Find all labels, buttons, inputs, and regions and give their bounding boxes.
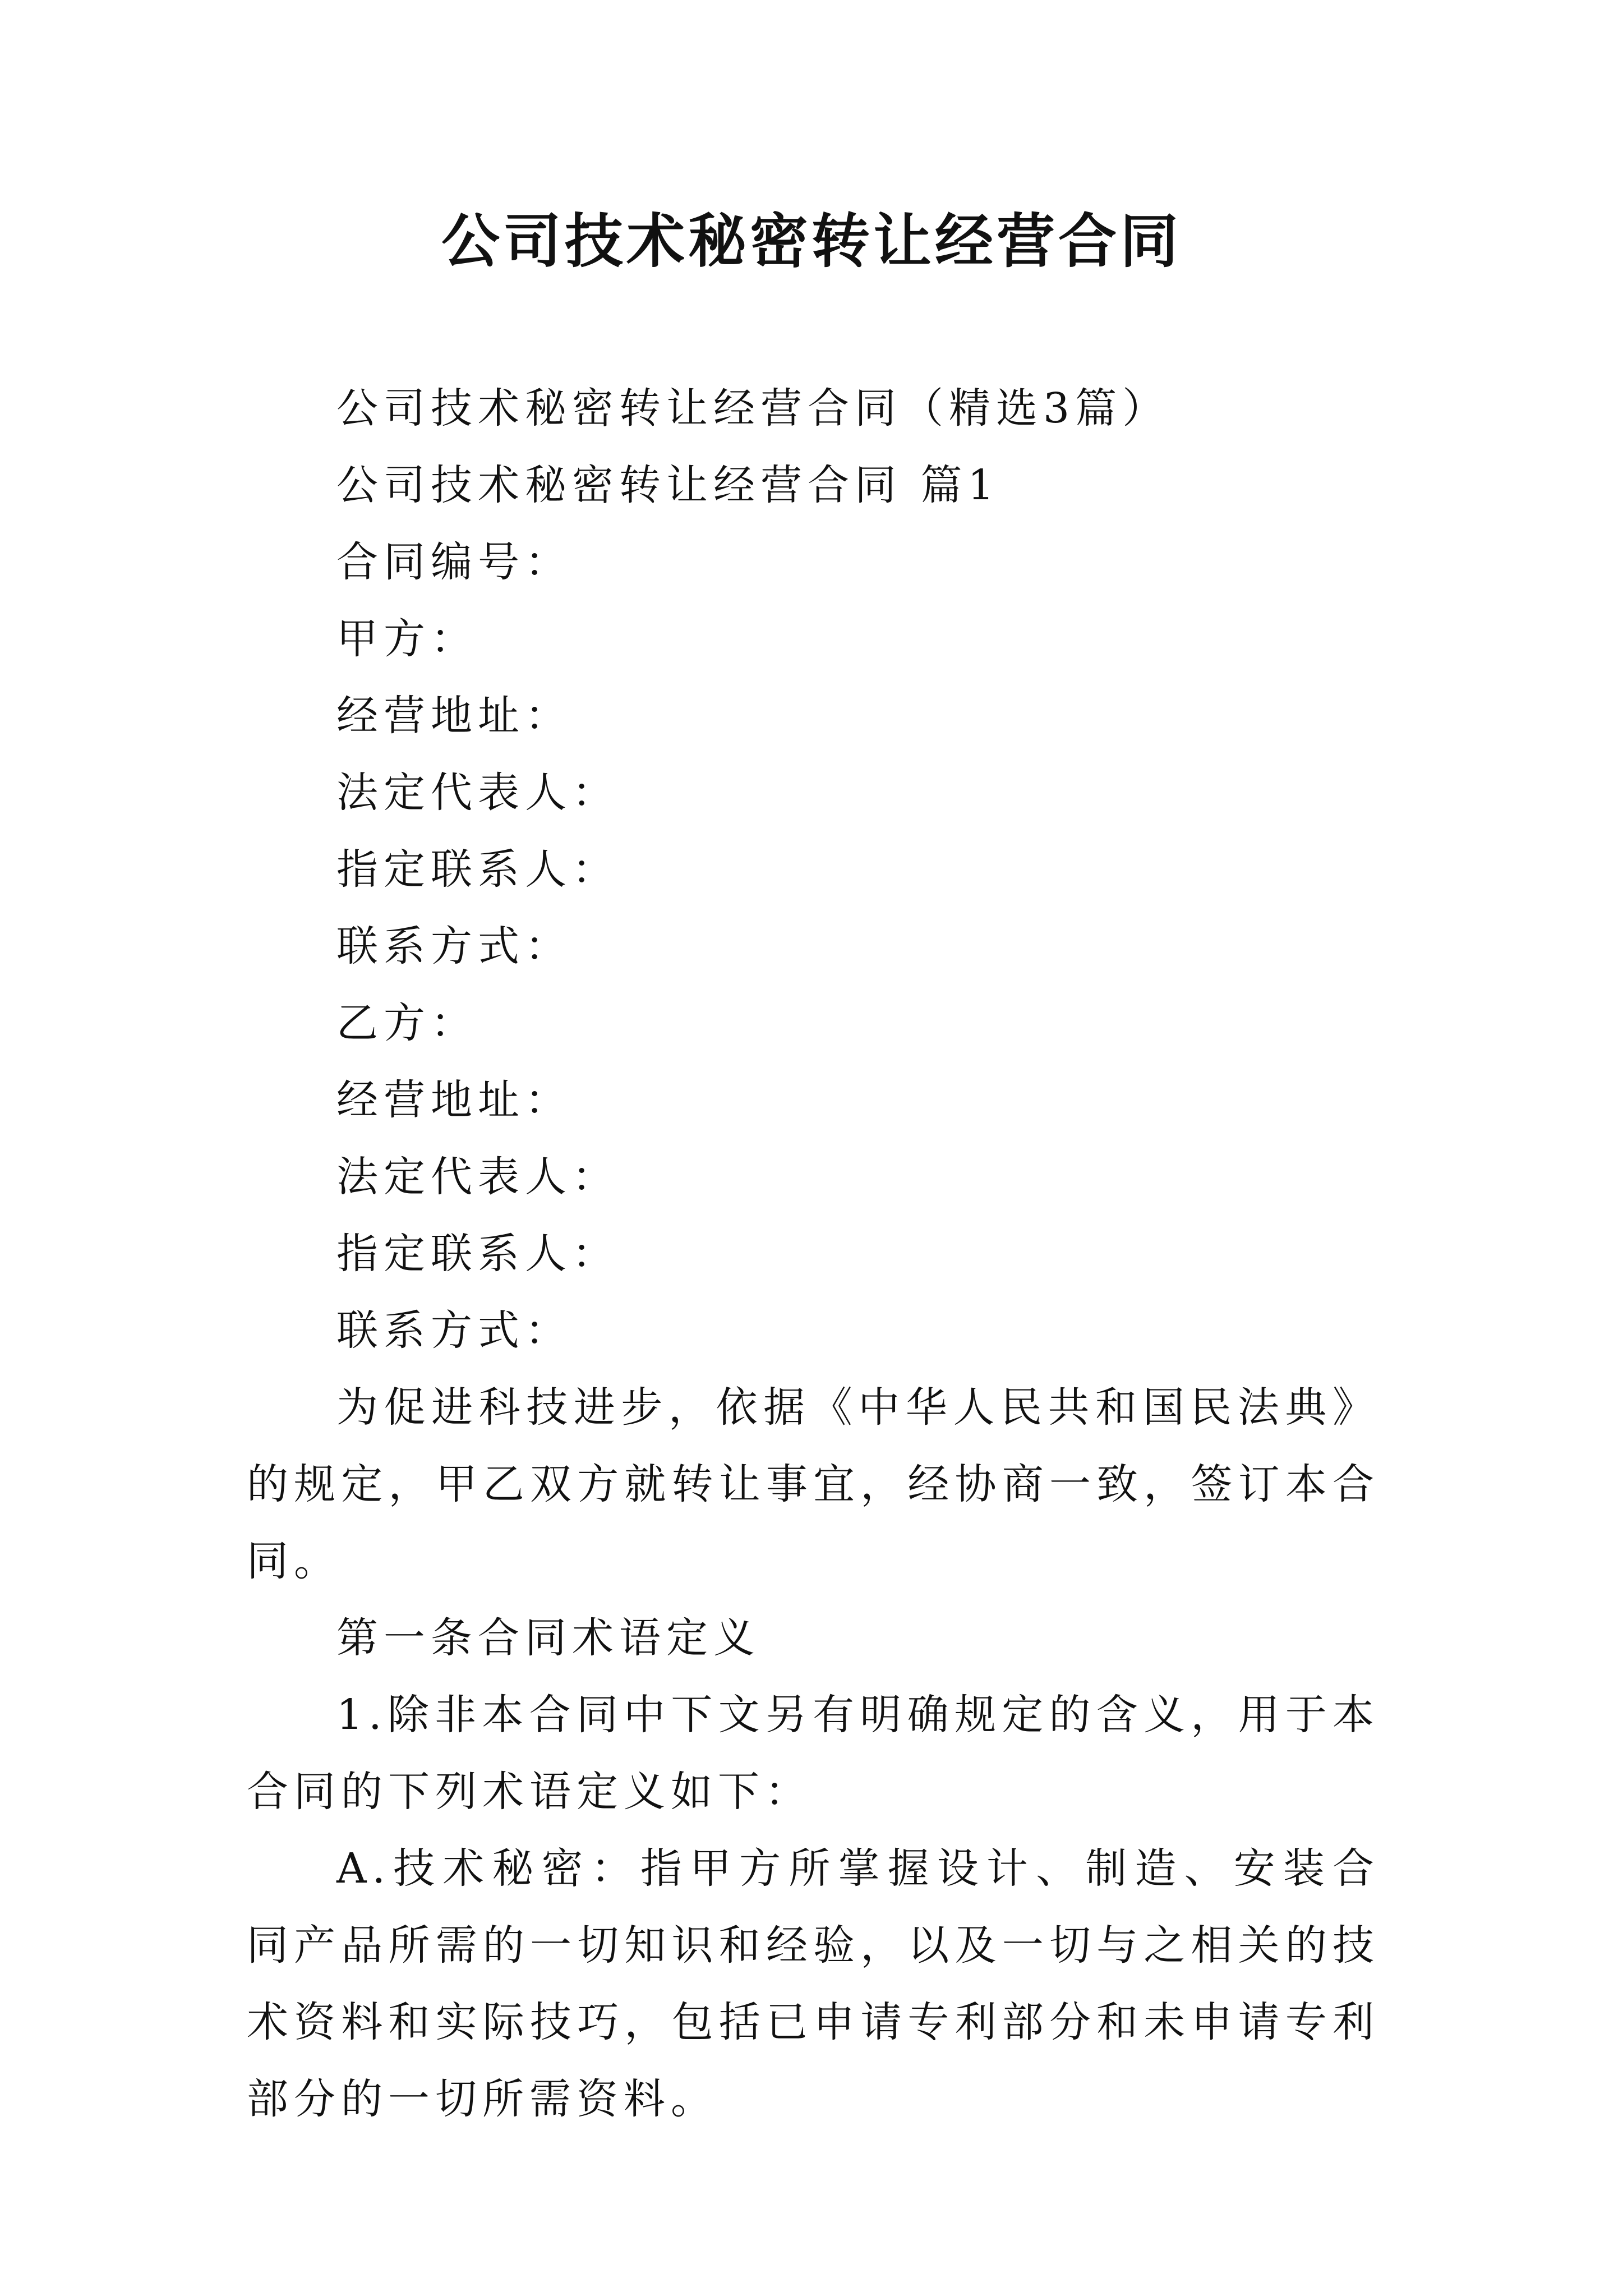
paragraph-preamble: 为促进科技进步，依据《中华人民共和国民法典》的规定，甲乙双方就转让事宜，经协商一致，签订本合同。: [247, 1383, 1380, 1585]
paragraph-contract-number: 合同编号：: [336, 538, 572, 586]
paragraph-definition-a: A.技术秘密：指甲方所掌握设计、制造、安装合同产品所需的一切知识和经验，以及一切与之相关的技术资料和实际技巧，包括已申请专利部分和未申请专利部分的一切所需资料。: [247, 1844, 1380, 2123]
paragraph-subtitle: 公司技术秘密转让经营合同（精选3篇）: [336, 384, 1170, 432]
paragraph-party-b: 乙方：: [336, 999, 478, 1047]
paragraph-party-b-contact-person: 指定联系人：: [336, 1230, 619, 1278]
paragraph-article-1-heading: 第一条合同术语定义: [336, 1614, 760, 1662]
document-body: [247, 370, 1380, 2138]
paragraph-party-a-contact-method: 联系方式：: [336, 922, 572, 970]
paragraph-party-a-contact-person: 指定联系人：: [336, 845, 619, 894]
document-title: 公司技术秘密转让经营合同: [441, 206, 1182, 275]
paragraph-article-1-clause-1: 1.除非本合同中下文另有明确规定的含义，用于本合同的下列术语定义如下：: [247, 1691, 1380, 1816]
paragraph-party-a: 甲方：: [336, 615, 478, 663]
paragraph-section-heading: 公司技术秘密转让经营合同 篇1: [336, 461, 1000, 509]
paragraph-party-b-address: 经营地址：: [336, 1076, 572, 1124]
paragraph-party-b-legal-rep: 法定代表人：: [336, 1153, 619, 1201]
paragraph-party-a-address: 经营地址：: [336, 692, 572, 740]
paragraph-party-a-legal-rep: 法定代表人：: [336, 769, 619, 817]
paragraph-party-b-contact-method: 联系方式：: [336, 1306, 572, 1355]
